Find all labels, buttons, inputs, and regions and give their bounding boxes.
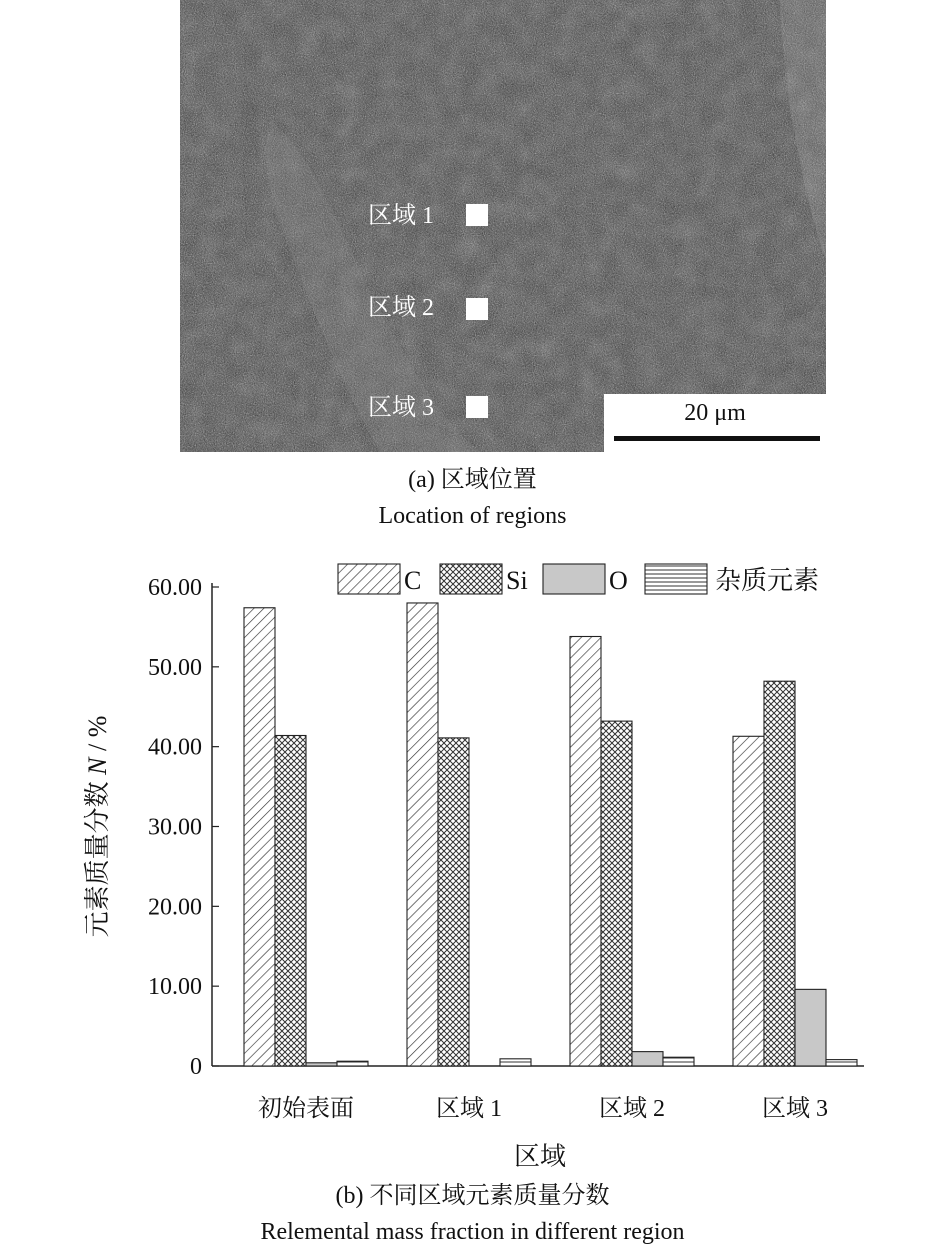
y-tick-label: 50.00 <box>148 654 202 681</box>
caption-b-cn: (b) 不同区域元素质量分数 <box>335 1183 610 1209</box>
region-2-label: 区域 2 <box>368 295 434 321</box>
caption-b-en: Relemental mass fraction in different region <box>260 1219 685 1245</box>
bar-C-1 <box>407 603 438 1066</box>
bar-O-0 <box>306 1063 337 1066</box>
region-3-label: 区域 3 <box>368 395 434 421</box>
region-2-marker <box>466 298 488 320</box>
mass-fraction-bar-chart <box>0 545 945 1185</box>
sem-micrograph <box>180 0 826 452</box>
chart-bars <box>244 603 857 1066</box>
legend-swatch-杂质元素 <box>645 564 707 594</box>
region-1-label: 区域 1 <box>368 203 434 229</box>
y-axis-label-var: N <box>83 757 112 775</box>
y-tick-label: 10.00 <box>148 974 202 1001</box>
y-axis-label-prefix: 元素质量分数 <box>83 774 112 938</box>
sem-texture <box>180 0 826 452</box>
legend-label-杂质元素: 杂质元素 <box>715 566 820 595</box>
x-tick-label: 区域 2 <box>599 1096 665 1122</box>
chart-legend <box>338 564 819 595</box>
legend-swatch-O <box>543 564 605 594</box>
x-axis-label: 区域 <box>513 1142 567 1171</box>
y-tick-label: 0 <box>190 1054 202 1080</box>
bar-Si-1 <box>438 738 469 1066</box>
legend-label-Si: Si <box>506 566 528 595</box>
legend-label-O: O <box>609 566 628 595</box>
y-tick-label: 20.00 <box>148 894 202 921</box>
bar-C-0 <box>244 608 275 1066</box>
bar-Si-2 <box>601 721 632 1066</box>
legend-swatch-C <box>338 564 400 594</box>
y-tick-label: 40.00 <box>148 734 202 761</box>
y-tick-label: 60.00 <box>148 575 202 601</box>
bar-Si-0 <box>275 735 306 1066</box>
caption-a-en: Location of regions <box>378 503 567 529</box>
bar-C-2 <box>570 636 601 1066</box>
bar-杂质元素-3 <box>826 1060 857 1066</box>
legend-swatch-Si <box>440 564 502 594</box>
bar-C-3 <box>733 736 764 1066</box>
legend-label-C: C <box>404 566 422 595</box>
bar-O-2 <box>632 1052 663 1066</box>
x-tick-label: 初始表面 <box>258 1096 354 1122</box>
y-axis-label <box>83 716 112 938</box>
bar-O-3 <box>795 989 826 1066</box>
bar-Si-3 <box>764 681 795 1066</box>
bar-杂质元素-0 <box>337 1061 368 1066</box>
caption-a-cn: (a) 区域位置 <box>408 467 537 493</box>
bar-杂质元素-2 <box>663 1057 694 1066</box>
y-axis-label-suffix: / % <box>83 715 112 758</box>
region-1-marker <box>466 204 488 226</box>
x-tick-label: 区域 1 <box>436 1096 502 1122</box>
bar-杂质元素-1 <box>500 1059 531 1066</box>
y-tick-label: 30.00 <box>148 814 202 841</box>
x-tick-label: 区域 3 <box>762 1096 828 1122</box>
scale-bar-label: 20 μm <box>684 400 746 426</box>
region-3-marker <box>466 396 488 418</box>
scale-bar <box>614 436 820 441</box>
scale-bar-box <box>604 394 826 452</box>
